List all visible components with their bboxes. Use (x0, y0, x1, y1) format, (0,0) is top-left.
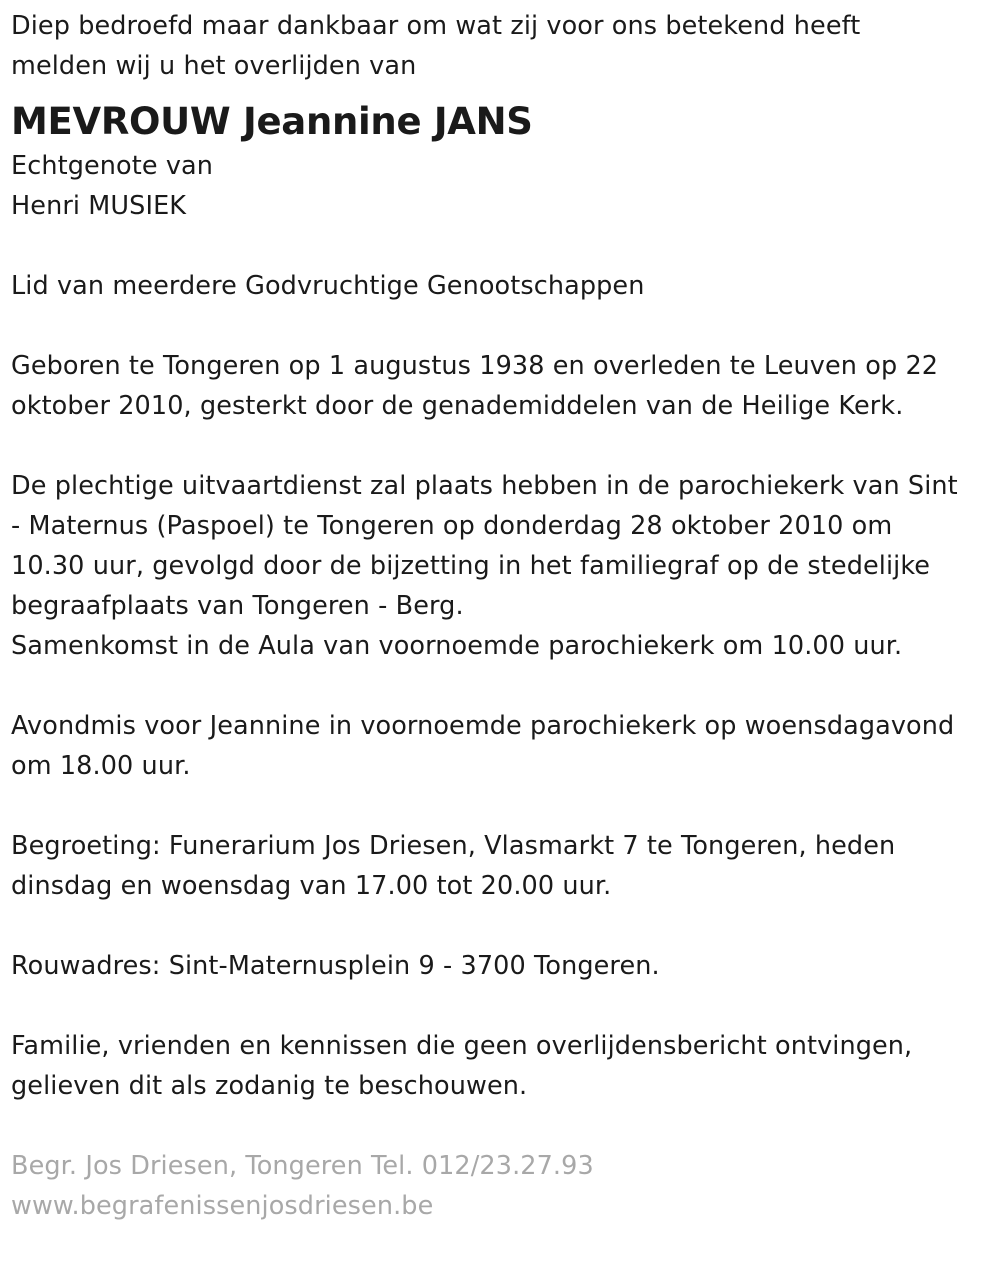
footer (11, 1146, 988, 1226)
closing-section (11, 1026, 988, 1106)
intro-line: melden wij u het overlijden van (11, 51, 417, 81)
birth-death-line: Geboren te Tongeren op 1 augustus 1938 en overleden te Leuven op 22 (11, 351, 939, 381)
viewing-line: Begroeting: Funerarium Jos Driesen, Vlasmarkt 7 te Tongeren, heden (11, 831, 896, 861)
funeral-home-contact: Begr. Jos Driesen, Tongeren Tel. 012/23.27.93 (11, 1151, 594, 1181)
spacer (11, 666, 988, 706)
spacer (11, 426, 988, 466)
spacer (11, 306, 988, 346)
intro-section (11, 6, 988, 86)
deceased-name: MEVROUW Jeannine JANS (11, 100, 533, 143)
funeral-home-website: www.begrafenissenjosdriesen.be (11, 1191, 434, 1221)
funeral-line: - Maternus (Paspoel) te Tongeren op donderdag 28 oktober 2010 om (11, 511, 893, 541)
viewing-section (11, 826, 988, 906)
spouse-label: Echtgenote van (11, 151, 214, 181)
birth-death-section (11, 346, 988, 426)
evening-mass-line: Avondmis voor Jeannine in voornoemde parochiekerk op woensdagavond (11, 711, 955, 741)
spacer (11, 986, 988, 1026)
viewing-line: dinsdag en woensdag van 17.00 tot 20.00 uur. (11, 871, 612, 901)
intro-line: Diep bedroefd maar dankbaar om wat zij voor ons betekend heeft (11, 11, 861, 41)
membership-text: Lid van meerdere Godvruchtige Genootschappen (11, 271, 645, 301)
funeral-line: Samenkomst in de Aula van voornoemde parochiekerk om 10.00 uur. (11, 631, 903, 661)
funeral-line: begraafplaats van Tongeren - Berg. (11, 591, 464, 621)
spacer (11, 226, 988, 266)
evening-mass-section (11, 706, 988, 786)
spacer (11, 786, 988, 826)
evening-mass-line: om 18.00 uur. (11, 751, 191, 781)
funeral-line: 10.30 uur, gevolgd door de bijzetting in het familiegraf op de stedelijke (11, 551, 931, 581)
spacer (11, 1106, 988, 1146)
spacer (11, 906, 988, 946)
closing-line: Familie, vrienden en kennissen die geen overlijdensbericht ontvingen, (11, 1031, 913, 1061)
mourning-address: Rouwadres: Sint-Maternusplein 9 - 3700 Tongeren. (11, 951, 660, 981)
spouse-name: Henri MUSIEK (11, 191, 187, 221)
birth-death-line: oktober 2010, gesterkt door de genademiddelen van de Heilige Kerk. (11, 391, 904, 421)
funeral-section (11, 466, 988, 666)
closing-line: gelieven dit als zodanig te beschouwen. (11, 1071, 528, 1101)
funeral-line: De plechtige uitvaartdienst zal plaats hebben in de parochiekerk van Sint (11, 471, 958, 501)
spouse-section (11, 146, 988, 226)
